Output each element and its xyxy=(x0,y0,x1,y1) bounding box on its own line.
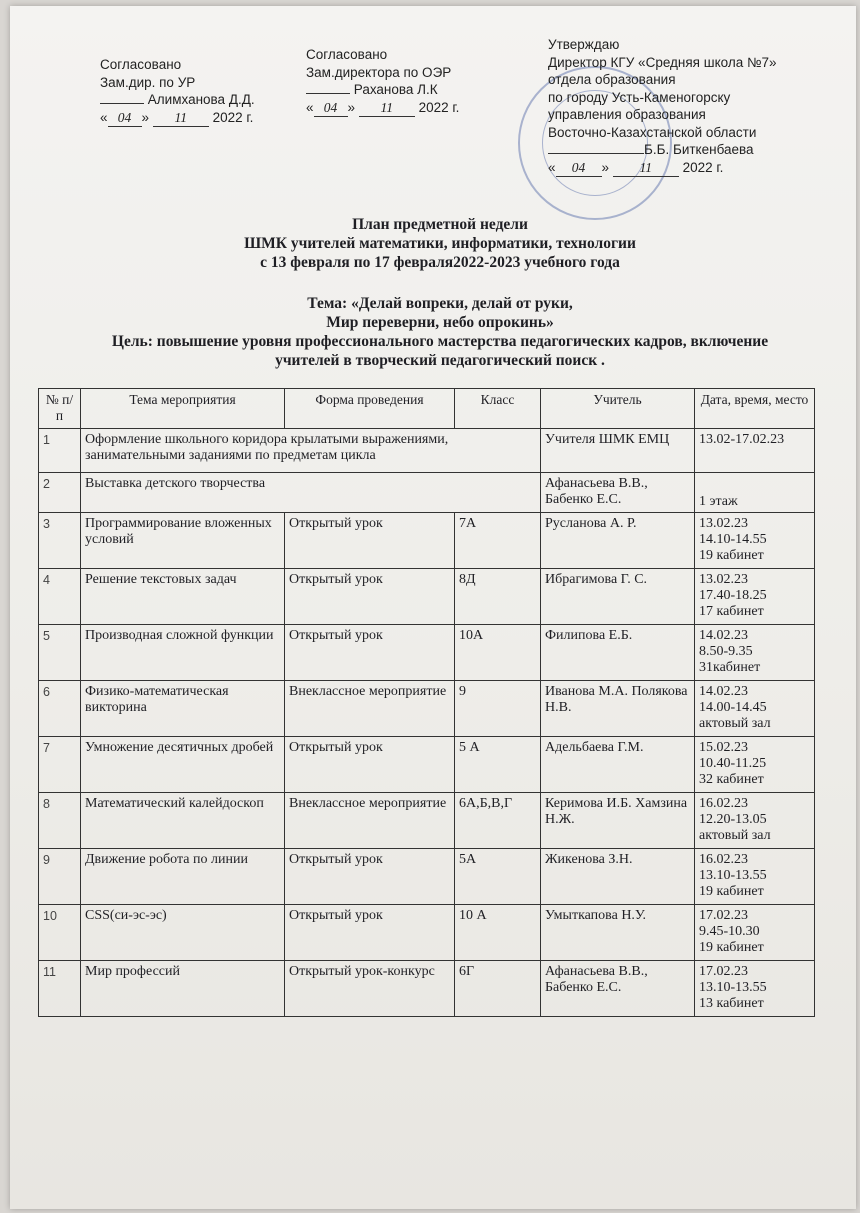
event-place: 32 кабинет xyxy=(699,772,764,787)
row-number: 10 xyxy=(39,905,81,961)
event-topic: Программирование вложенных условий xyxy=(81,513,285,569)
event-datetime-place xyxy=(695,737,815,793)
column-header: Учитель xyxy=(541,389,695,429)
event-time: 10.40-11.25 xyxy=(699,756,767,771)
row-number: 4 xyxy=(39,569,81,625)
event-class: 10А xyxy=(455,625,541,681)
event-place: актовый зал xyxy=(699,716,771,731)
event-class: 8Д xyxy=(455,569,541,625)
event-class: 5 А xyxy=(455,737,541,793)
event-class: 5А xyxy=(455,849,541,905)
event-time: 13.10-13.55 xyxy=(699,868,767,883)
table-row xyxy=(39,849,815,905)
event-class: 7А xyxy=(455,513,541,569)
event-place: 19 кабинет xyxy=(699,884,764,899)
column-header: Форма проведения xyxy=(285,389,455,429)
approval-block-ur xyxy=(100,56,255,127)
row-number: 7 xyxy=(39,737,81,793)
signature-line xyxy=(100,103,144,104)
event-teacher: Керимова И.Б. Хамзина Н.Ж. xyxy=(541,793,695,849)
event-datetime-place xyxy=(695,961,815,1017)
event-place: 31кабинет xyxy=(699,660,761,675)
event-teacher: Умыткапова Н.У. xyxy=(541,905,695,961)
column-header: № п/п xyxy=(39,389,81,429)
event-date: 13.02-17.02.23 xyxy=(695,429,815,473)
event-topic: Решение текстовых задач xyxy=(81,569,285,625)
event-place: 19 кабинет xyxy=(699,940,764,955)
event-form: Внеклассное мероприятие xyxy=(285,793,455,849)
approval-month: 11 xyxy=(613,159,679,178)
event-time: 14.00-14.45 xyxy=(699,700,767,715)
approval-label: Утверждаю xyxy=(548,37,620,52)
event-time: 14.10-14.55 xyxy=(699,532,767,547)
event-date: 13.02.23 xyxy=(699,572,748,587)
event-datetime-place xyxy=(695,681,815,737)
table-row xyxy=(39,905,815,961)
event-date: 14.02.23 xyxy=(699,684,748,699)
event-teacher: Афанасьева В.В., Бабенко Е.С. xyxy=(541,473,695,513)
approval-day: 04 xyxy=(108,109,142,128)
event-place: 17 кабинет xyxy=(699,604,764,619)
event-form: Открытый урок xyxy=(285,849,455,905)
event-place: 19 кабинет xyxy=(699,548,764,563)
approval-year: 2022 г. xyxy=(212,109,254,125)
table-row xyxy=(39,961,815,1017)
event-date: 17.02.23 xyxy=(699,908,748,923)
approval-date: « 04 » 11 2022 г. xyxy=(548,159,776,178)
row-number: 8 xyxy=(39,793,81,849)
event-teacher: Адельбаева Г.М. xyxy=(541,737,695,793)
table-row xyxy=(39,473,815,513)
week-goal: Цель: повышение уровня профессионального мастерства педагогических кадров, включение учителей в творческий педагогический поиск . xyxy=(111,333,769,369)
approval-name: Б.Б. Биткенбаева xyxy=(644,142,754,157)
column-header: Класс xyxy=(455,389,541,429)
row-number: 1 xyxy=(39,429,81,473)
event-datetime-place xyxy=(695,513,815,569)
event-datetime-place xyxy=(695,569,815,625)
approval-date: « 04 » 11 2022 г. xyxy=(100,109,255,128)
event-topic: Оформление школьного коридора крылатыми выражениями, занимательными заданиями по предметам цикла xyxy=(81,429,541,473)
approval-day: 04 xyxy=(314,99,348,118)
approval-block-oer xyxy=(306,46,459,117)
event-time: 12.20-13.05 xyxy=(699,812,767,827)
event-date: 16.02.23 xyxy=(699,852,748,867)
event-teacher: Иванова М.А. Полякова Н.В. xyxy=(541,681,695,737)
event-topic: Математический калейдоскоп xyxy=(81,793,285,849)
row-number: 2 xyxy=(39,473,81,513)
event-time: 9.45-10.30 xyxy=(699,924,760,939)
approval-name: Алимханова Д.Д. xyxy=(147,92,255,107)
event-form: Открытый урок xyxy=(285,513,455,569)
row-number: 5 xyxy=(39,625,81,681)
event-teacher: Афанасьева В.В., Бабенко Е.С. xyxy=(541,961,695,1017)
event-topic: Движение робота по линии xyxy=(81,849,285,905)
event-form: Открытый урок xyxy=(285,569,455,625)
event-class: 9 xyxy=(455,681,541,737)
event-date: 17.02.23 xyxy=(699,964,748,979)
event-date: 16.02.23 xyxy=(699,796,748,811)
event-datetime-place xyxy=(695,793,815,849)
event-form: Внеклассное мероприятие xyxy=(285,681,455,737)
event-date: 13.02.23 xyxy=(699,516,748,531)
event-place: актовый зал xyxy=(699,828,771,843)
table-row xyxy=(39,681,815,737)
event-topic: Мир профессий xyxy=(81,961,285,1017)
event-form: Открытый урок xyxy=(285,625,455,681)
event-form: Открытый урок xyxy=(285,737,455,793)
row-number: 9 xyxy=(39,849,81,905)
approval-block-director: Утверждаю Директор КГУ «Средняя школа №7» отдела образования по городу Усть-Каменогорску управления образования Восточно-Казахстанской области Б.Б. Биткенбаева « 04 » 11 2022 г. xyxy=(548,36,776,177)
event-form: Открытый урок xyxy=(285,905,455,961)
event-topic: CSS(си-эс-эс) xyxy=(81,905,285,961)
approval-label: Согласовано xyxy=(100,57,182,72)
row-number: 6 xyxy=(39,681,81,737)
signature-line xyxy=(548,153,644,154)
event-place: 1 этаж xyxy=(695,473,815,513)
events-table xyxy=(38,388,815,1017)
document-page xyxy=(10,6,856,1209)
event-topic: Умножение десятичных дробей xyxy=(81,737,285,793)
event-date: 14.02.23 xyxy=(699,628,748,643)
event-topic: Производная сложной функции xyxy=(81,625,285,681)
event-form: Открытый урок-конкурс xyxy=(285,961,455,1017)
event-topic: Физико-математическая викторина xyxy=(81,681,285,737)
event-teacher: Русланова А. Р. xyxy=(541,513,695,569)
column-header: Тема мероприятия xyxy=(81,389,285,429)
column-header: Дата, время, место xyxy=(695,389,815,429)
event-teacher: Филипова Е.Б. xyxy=(541,625,695,681)
event-time: 8.50-9.35 xyxy=(699,644,753,659)
table-row xyxy=(39,737,815,793)
table-row xyxy=(39,429,815,473)
approval-name: Раханова Л.К xyxy=(353,82,438,97)
approval-position: Директор КГУ «Средняя школа №7» xyxy=(548,54,777,70)
approval-position: Зам.дир. по УР xyxy=(100,74,196,90)
approval-month: 11 xyxy=(359,99,415,118)
week-theme: Тема: «Делай вопреки, делай от руки, Мир переверни, небо опрокинь» xyxy=(307,295,573,331)
approval-day: 04 xyxy=(556,159,602,178)
table-row xyxy=(39,625,815,681)
event-class: 10 А xyxy=(455,905,541,961)
event-time: 13.10-13.55 xyxy=(699,980,767,995)
approval-year: 2022 г. xyxy=(418,99,460,115)
approval-year: 2022 г. xyxy=(682,159,724,175)
approval-month: 11 xyxy=(153,109,209,128)
row-number: 3 xyxy=(39,513,81,569)
table-row xyxy=(39,569,815,625)
event-date: 15.02.23 xyxy=(699,740,748,755)
event-teacher: Ибрагимова Г. С. xyxy=(541,569,695,625)
event-datetime-place xyxy=(695,905,815,961)
row-number: 11 xyxy=(39,961,81,1017)
approval-date: « 04 » 11 2022 г. xyxy=(306,99,459,118)
table-header-row xyxy=(39,389,815,429)
document-title: План предметной недели ШМК учителей математики, информатики, технологии с 13 февраля по 17 февраля2022-2023 учебного года xyxy=(244,216,636,271)
table-row xyxy=(39,793,815,849)
event-teacher: Учителя ШМК ЕМЦ xyxy=(541,429,695,473)
event-datetime-place xyxy=(695,849,815,905)
event-topic: Выставка детского творчества xyxy=(81,473,541,513)
event-time: 17.40-18.25 xyxy=(699,588,767,603)
event-class: 6А,Б,В,Г xyxy=(455,793,541,849)
approval-position: Зам.директора по ОЭР xyxy=(306,64,452,80)
signature-line xyxy=(306,93,350,94)
event-place: 13 кабинет xyxy=(699,996,764,1011)
event-datetime-place xyxy=(695,625,815,681)
approval-label: Согласовано xyxy=(306,47,388,62)
event-class: 6Г xyxy=(455,961,541,1017)
event-teacher: Жикенова З.Н. xyxy=(541,849,695,905)
table-row xyxy=(39,513,815,569)
